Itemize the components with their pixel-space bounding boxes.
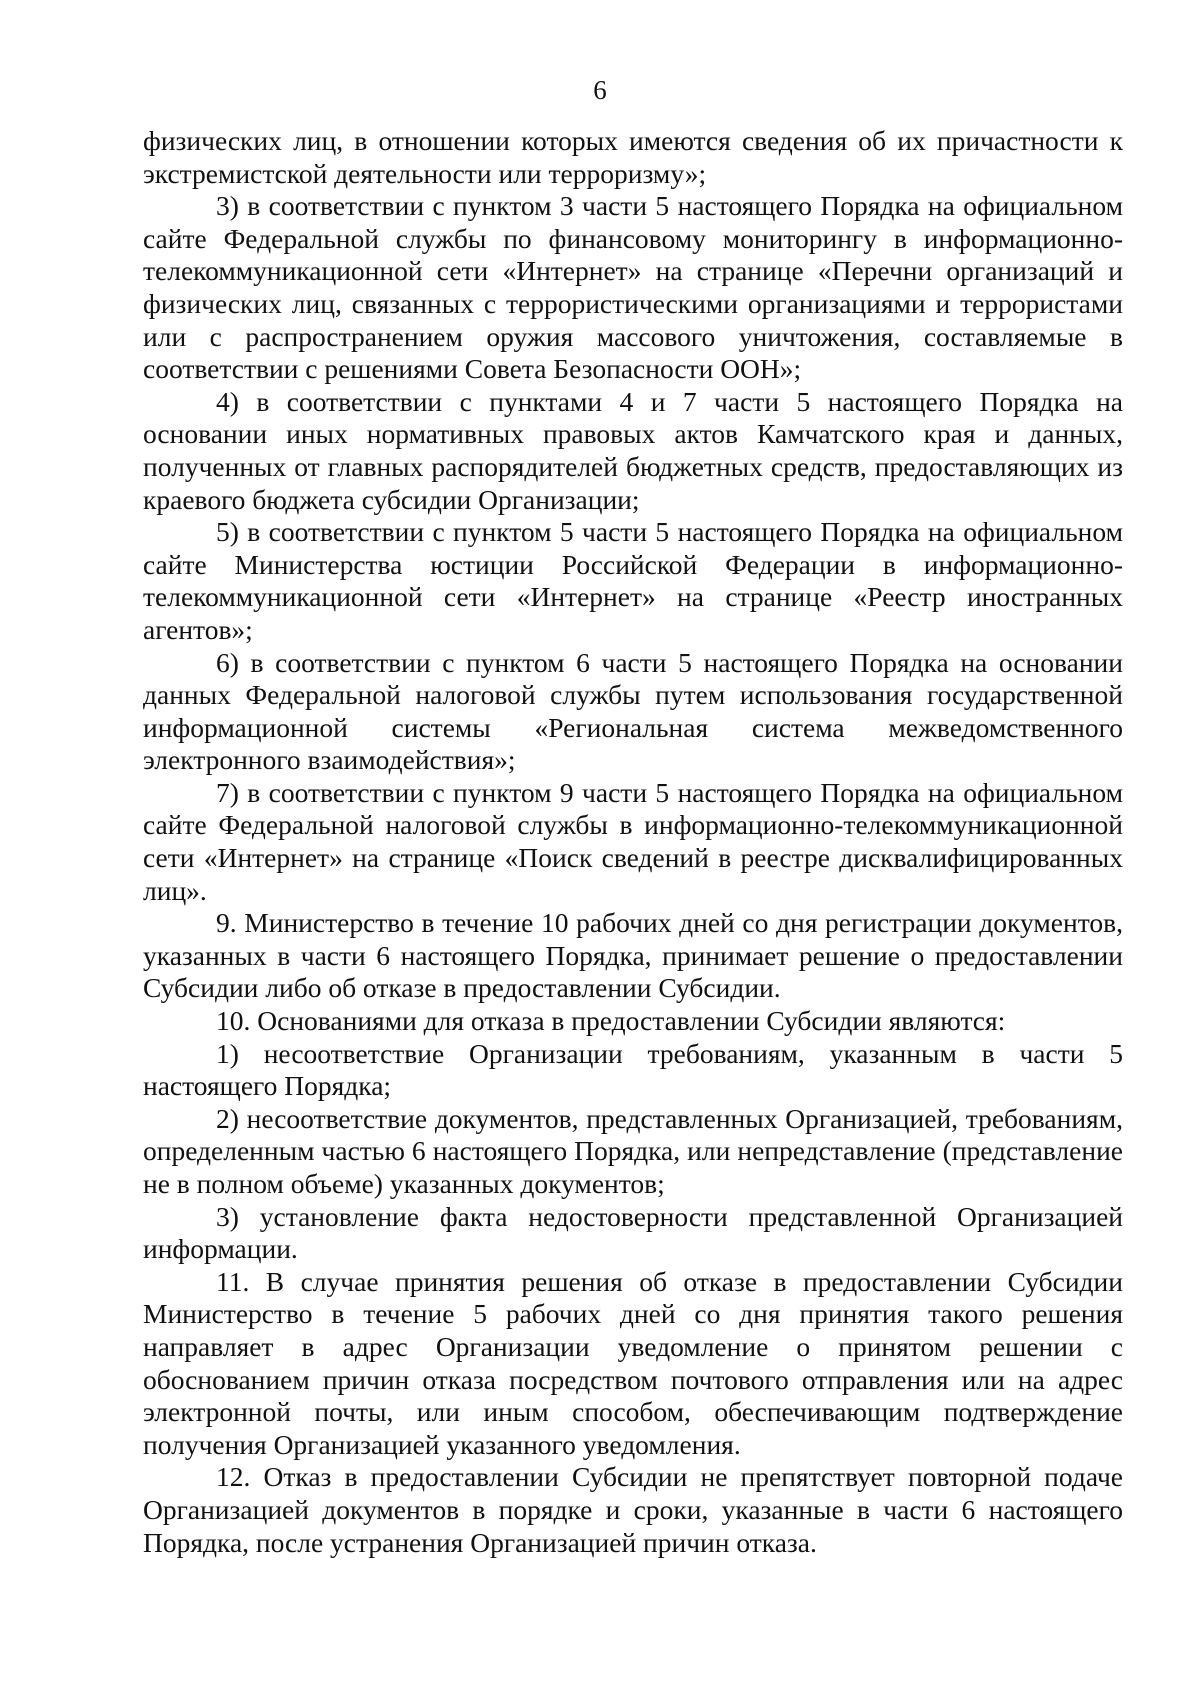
paragraph: физических лиц, в отношении которых имеются сведения об их причастности к экстремистской деятельности или терроризму»; (143, 125, 1123, 189)
paragraph: 7) в соответствии с пунктом 9 части 5 настоящего Порядка на официальном сайте Федеральной налоговой службы в информационно-телекоммуникационной сети «Интернет» на странице «Поиск сведений в реестре дисквалифицированных лиц». (143, 776, 1123, 906)
paragraph: 10. Основаниями для отказа в предоставлении Субсидии являются: (216, 1005, 1006, 1037)
document-body (143, 125, 1123, 1559)
paragraph: 9. Министерство в течение 10 рабочих дней со дня регистрации документов, указанных в части 6 настоящего Порядка, принимает решение о предоставлении Субсидии либо об отказе в предоставлении Субсидии. (143, 907, 1123, 1004)
paragraph: 3) установление факта недостоверности представленной Организацией информации. (143, 1200, 1123, 1265)
paragraph: 1) несоответствие Организации требованиям, указанным в части 5 настоящего Порядка; (143, 1037, 1123, 1102)
paragraph: 11. В случае принятия решения об отказе в предоставлении Субсидии Министерство в течение 5 рабочих дней со дня принятия такого решения направляет в адрес Организации уведомление о принятом решении с обоснованием причин отказа посредством почтового отправления или на адрес электронной почты, или иным способом, обеспечивающим подтверждение получения Организацией указанного уведомления. (143, 1265, 1123, 1460)
paragraph: 5) в соответствии с пунктом 5 части 5 настоящего Порядка на официальном сайте Министерства юстиции Российской Федерации в информационно-телекоммуникационной сети «Интернет» на странице «Реестр иностранных агентов»; (143, 516, 1123, 645)
paragraph: 3) в соответствии с пунктом 3 части 5 настоящего Порядка на официальном сайте Федеральной службы по финансовому мониторингу в информационно-телекоммуникационной сети «Интернет» на странице «Перечни организаций и физических лиц, связанных с террористическими организациями и террористами или с распространением оружия массового уничтожения, составляемые в соответствии с решениями Совета Безопасности ООН»; (143, 190, 1123, 385)
paragraph: 12. Отказ в предоставлении Субсидии не препятствует повторной подаче Организацией документов в порядке и сроки, указанные в части 6 настоящего Порядка, после устранения Организацией причин отказа. (143, 1461, 1123, 1558)
paragraph: 6) в соответствии с пунктом 6 части 5 настоящего Порядка на основании данных Федеральной налоговой службы путем использования государственной информационной системы «Региональная система межведомственного электронного взаимодействия»; (143, 646, 1123, 776)
paragraph: 2) несоответствие документов, представленных Организацией, требованиям, определенным частью 6 настоящего Порядка, или непредставление (представление не в полном объеме) указанных документов; (143, 1102, 1123, 1199)
page-number: 6 (593, 75, 607, 105)
paragraph: 4) в соответствии с пунктами 4 и 7 части 5 настоящего Порядка на основании иных нормативных правовых актов Камчатского края и данных, полученных от главных распорядителей бюджетных средств, предоставляющих из краевого бюджета субсидии Организации; (143, 385, 1123, 515)
